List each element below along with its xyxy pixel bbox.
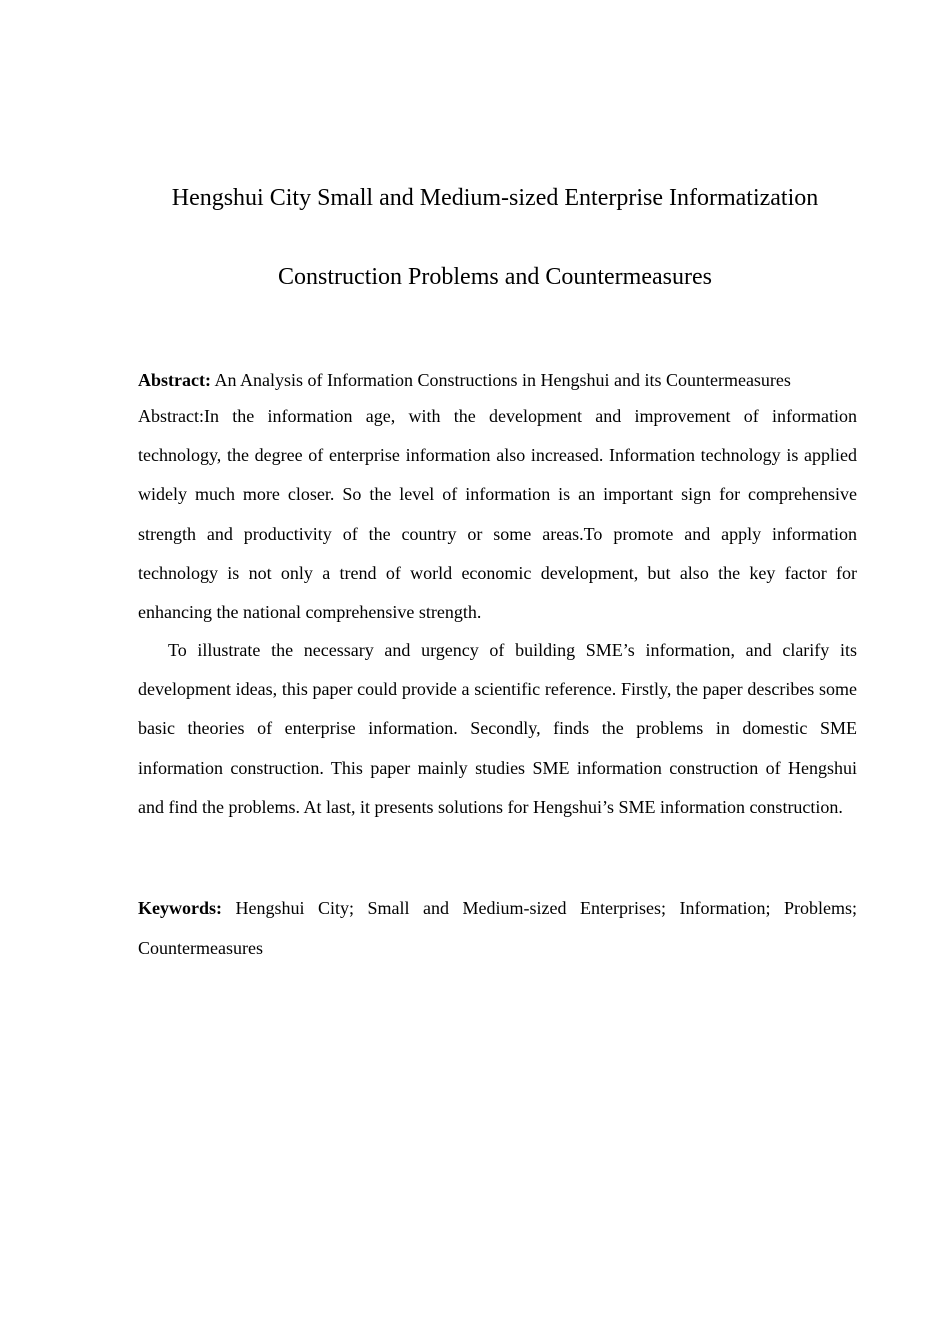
abstract-heading — [138, 369, 857, 391]
abstract-paragraph-1: Abstract:In the information age, with the development and improvement of information technology, the degree of enterprise information also increased. Information technology is applied widely much more closer. So the level of information is an important sign for comprehensive strength and productivity of the country or some areas.To promote and apply information technology is not only a trend of world economic development, but also the key factor for enhancing the national comprehensive strength. — [138, 406, 857, 623]
title-line-2: Construction Problems and Countermeasures — [278, 264, 712, 290]
keywords — [138, 889, 857, 968]
abstract-paragraph-2: To illustrate the necessary and urgency of building SME’s information, and clarify its development ideas, this paper could provide a scientific reference. Firstly, the paper describes some basic theories of enterprise information. Secondly, finds the problems in domestic SME information construction. This paper mainly studies SME information construction of Hengshui and find the problems. At last, it presents solutions for Hengshui’s SME information construction. — [138, 640, 857, 817]
abstract-label: Abstract: — [138, 370, 211, 390]
keywords-label: Keywords: — [138, 898, 222, 918]
abstract-heading-text: An Analysis of Information Constructions in Hengshui and its Countermeasures — [210, 370, 791, 390]
title-line-1: Hengshui City Small and Medium-sized Enterprise Informatization — [171, 185, 819, 211]
keywords-text: Hengshui City; Small and Medium-sized Enterprises; Information; Problems; Countermeasures — [138, 898, 857, 958]
